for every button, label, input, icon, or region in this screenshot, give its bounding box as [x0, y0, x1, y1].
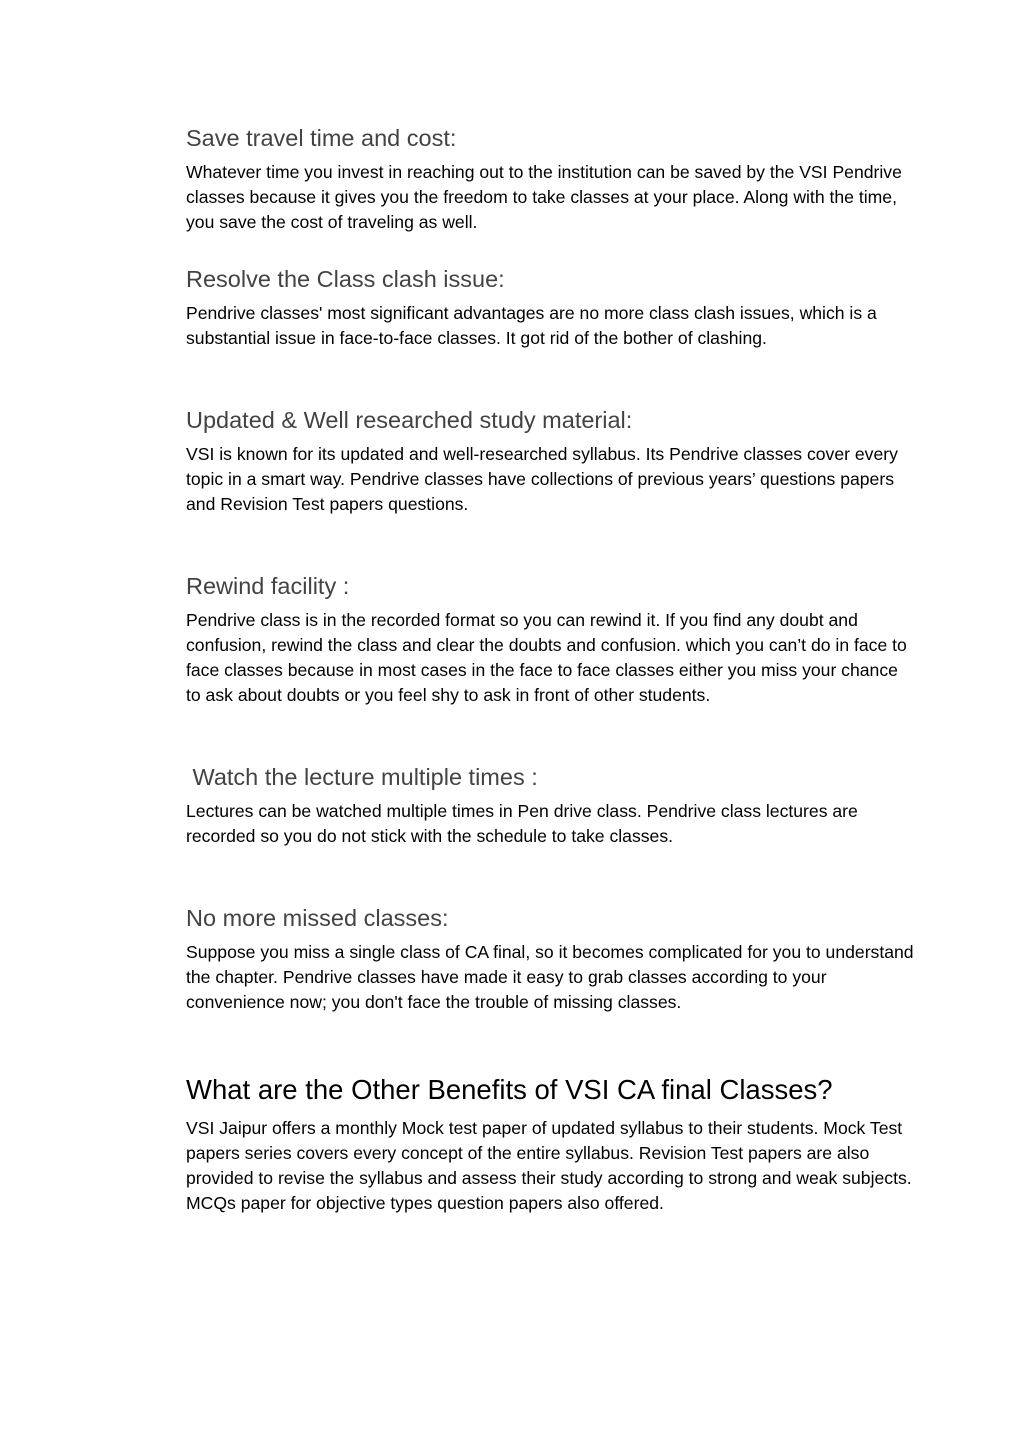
section-heading: Save travel time and cost: [186, 125, 457, 151]
section-heading: Resolve the Class clash issue: [186, 266, 505, 292]
section-heading: Updated & Well researched study material: [186, 407, 633, 433]
other-benefits-heading: What are the Other Benefits of VSI CA final Classes? [186, 1074, 833, 1105]
section-heading: Watch the lecture multiple times : [186, 764, 538, 790]
section-missed-classes [186, 904, 916, 1015]
section-class-clash [186, 265, 916, 351]
section-other-benefits [186, 1073, 916, 1216]
section-watch-multiple [186, 763, 916, 849]
section-paragraph: VSI is known for its updated and well-researched syllabus. Its Pendrive classes cover every topic in a smart way. Pendrive classes have collections of previous years’ questions papers and Revision Test papers questions. [186, 444, 898, 514]
section-paragraph: Pendrive class is in the recorded format so you can rewind it. If you find any doubt and confusion, rewind the class and clear the doubts and confusion. which you can’t do in face to face classes because in most cases in the face to face classes either you miss your chance to ask about doubts or you feel shy to ask in front of other students. [186, 610, 907, 705]
other-benefits-paragraph: VSI Jaipur offers a monthly Mock test paper of updated syllabus to their students. Mock Test papers series covers every concept of the entire syllabus. Revision Test papers are also provided to revise the syllabus and assess their study according to strong and weak subjects. MCQs paper for objective types question papers also offered. [186, 1118, 912, 1213]
section-rewind-facility [186, 572, 916, 708]
section-save-travel [186, 124, 916, 235]
section-paragraph: Pendrive classes' most significant advantages are no more class clash issues, which is a substantial issue in face-to-face classes. It got rid of the bother of clashing. [186, 303, 877, 348]
section-heading: Rewind facility : [186, 573, 350, 599]
section-paragraph: Lectures can be watched multiple times in Pen drive class. Pendrive class lectures are recorded so you do not stick with the schedule to take classes. [186, 801, 858, 846]
section-paragraph: Suppose you miss a single class of CA final, so it becomes complicated for you to understand the chapter. Pendrive classes have made it easy to grab classes according to your convenience now; you don't face the trouble of missing classes. [186, 942, 914, 1012]
section-paragraph: Whatever time you invest in reaching out to the institution can be saved by the VSI Pendrive classes because it gives you the freedom to take classes at your place. Along with the time, you save the cost of traveling as well. [186, 162, 902, 232]
section-heading: No more missed classes: [186, 905, 449, 931]
section-study-material [186, 406, 916, 517]
